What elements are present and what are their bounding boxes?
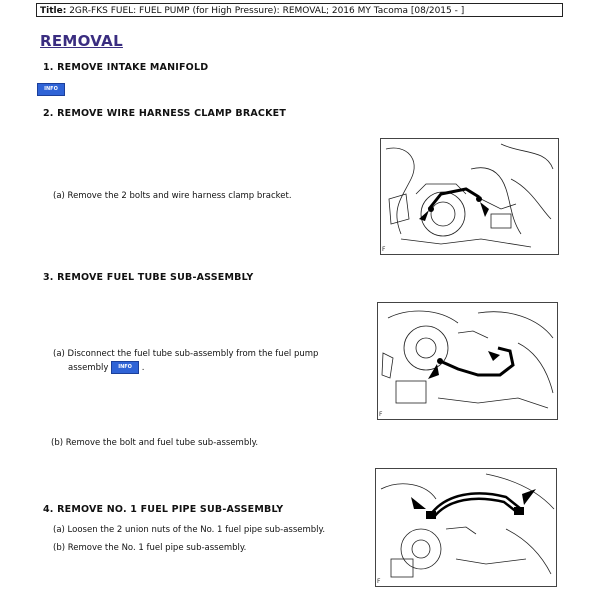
step-3-sub-b: (b) Remove the bolt and fuel tube sub-assembly. bbox=[51, 438, 259, 448]
page-heading: REMOVAL bbox=[40, 32, 123, 50]
figure-1-mark: F bbox=[382, 246, 386, 253]
document-title-bar bbox=[36, 3, 563, 17]
step-4-title: 4. REMOVE NO. 1 FUEL PIPE SUB-ASSEMBLY bbox=[43, 504, 284, 515]
step-2-title: 2. REMOVE WIRE HARNESS CLAMP BRACKET bbox=[43, 108, 287, 119]
figure-2-mark: F bbox=[379, 411, 383, 418]
step-3-info-button[interactable]: INFO bbox=[111, 361, 139, 374]
step-4-sub-b: (b) Remove the No. 1 fuel pipe sub-assembly. bbox=[53, 543, 247, 553]
figure-fuel-tube bbox=[377, 302, 558, 420]
step-3-sub-a-cont-text: assembly bbox=[68, 363, 109, 373]
title-text: 2GR-FKS FUEL: FUEL PUMP (for High Pressure): REMOVAL; 2016 MY Tacoma [08/2015 - ] bbox=[69, 6, 465, 16]
engine-illustration-1 bbox=[381, 139, 558, 254]
engine-illustration-2 bbox=[378, 303, 557, 419]
engine-illustration-3 bbox=[376, 469, 556, 586]
title-label: Title: bbox=[40, 6, 67, 16]
figure-harness-clamp-bracket bbox=[380, 138, 559, 255]
figure-3-mark: F bbox=[377, 578, 381, 585]
step-2-sub-a: (a) Remove the 2 bolts and wire harness clamp bracket. bbox=[53, 191, 292, 201]
step-3-sub-a-cont: assembly INFO . bbox=[68, 363, 145, 373]
step-3-sub-a: (a) Disconnect the fuel tube sub-assembly from the fuel pump bbox=[53, 349, 319, 359]
step-1-title: 1. REMOVE INTAKE MANIFOLD bbox=[43, 62, 209, 73]
step-3-title: 3. REMOVE FUEL TUBE SUB-ASSEMBLY bbox=[43, 272, 254, 283]
step-1-info-button[interactable]: INFO bbox=[37, 83, 65, 96]
figure-fuel-pipe bbox=[375, 468, 557, 587]
step-4-sub-a: (a) Loosen the 2 union nuts of the No. 1 fuel pipe sub-assembly. bbox=[53, 525, 326, 535]
